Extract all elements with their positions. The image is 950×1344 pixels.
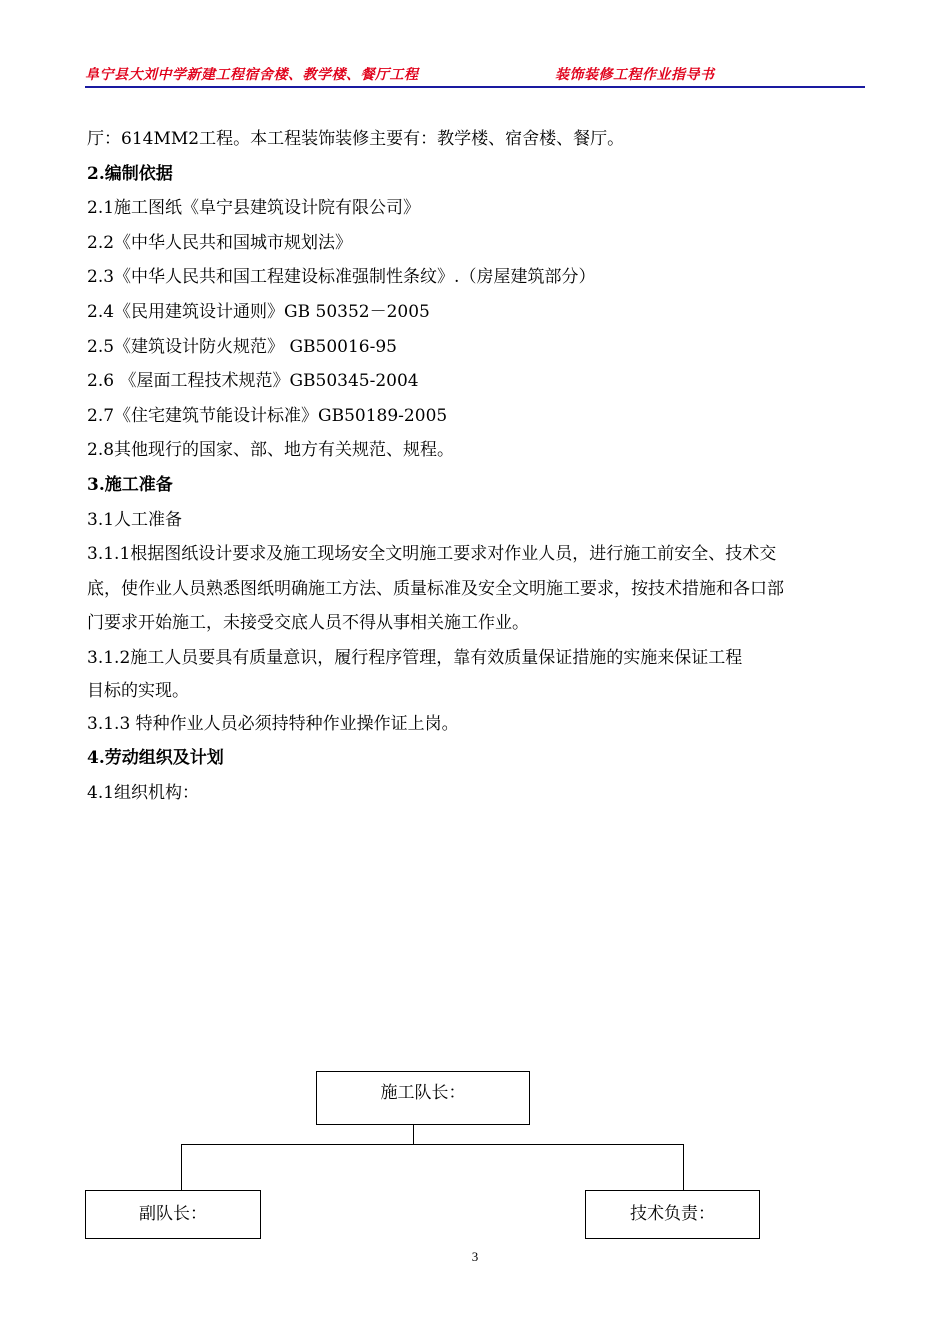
org-box-technical-lead <box>585 1190 760 1239</box>
list-item: 2.7《住宅建筑节能设计标准》GB50189-2005 <box>87 405 448 426</box>
org-label-team-leader: 施工队长： <box>380 1083 466 1103</box>
org-connector <box>181 1144 182 1190</box>
list-item: 2.3《中华人民共和国工程建设标准强制性条纹》.（房屋建筑部分） <box>87 267 596 288</box>
org-label-deputy-leader: 副队长： <box>139 1204 207 1224</box>
list-item: 2.1施工图纸《阜宁县建筑设计院有限公司》 <box>87 198 421 219</box>
section-heading-3: 3.施工准备 <box>87 474 173 495</box>
list-item: 2.4《民用建筑设计通则》GB 50352－2005 <box>87 301 430 322</box>
subsection-heading: 4.1组织机构： <box>87 782 200 803</box>
paragraph-line: 门要求开始施工，未接受交底人员不得从事相关施工作业。 <box>87 613 529 634</box>
org-connector <box>181 1144 684 1145</box>
org-label-technical-lead: 技术负责： <box>630 1204 715 1224</box>
org-connector <box>683 1144 684 1190</box>
subsection-heading: 3.1人工准备 <box>87 509 183 530</box>
list-item: 2.5《建筑设计防火规范》 GB50016-95 <box>87 336 397 357</box>
paragraph-line: 3.1.1根据图纸设计要求及施工现场安全文明施工要求对作业人员，进行施工前安全、技术交 <box>87 544 777 565</box>
org-connector <box>413 1125 414 1144</box>
org-box-team-leader <box>316 1071 530 1125</box>
list-item: 2.2《中华人民共和国城市规划法》 <box>87 232 353 253</box>
paragraph-line: 3.1.3 特种作业人员必须持特种作业操作证上岗。 <box>87 713 459 734</box>
page-header <box>85 62 865 88</box>
paragraph-line: 3.1.2施工人员要具有质量意识，履行程序管理，靠有效质量保证措施的实施来保证工程 <box>87 647 743 668</box>
list-item: 2.6 《屋面工程技术规范》GB50345-2004 <box>87 371 419 392</box>
org-box-deputy-leader <box>85 1190 261 1239</box>
section-heading-4: 4.劳动组织及计划 <box>87 748 224 769</box>
header-document-title: 装饰装修工程作业指导书 <box>555 67 715 83</box>
paragraph-line: 底，使作业人员熟悉图纸明确施工方法、质量标准及安全文明施工要求，按技术措施和各口部 <box>87 578 784 599</box>
page-number: 3 <box>471 1249 479 1264</box>
paragraph-line: 目标的实现。 <box>87 680 189 701</box>
paragraph-line: 厅：614MM2工程。本工程装饰装修主要有：教学楼、宿舍楼、餐厅。 <box>87 129 625 149</box>
header-project-title: 阜宁县大刘中学新建工程宿舍楼、教学楼、餐厅工程 <box>85 67 419 83</box>
section-heading-2: 2.编制依据 <box>87 163 173 184</box>
list-item: 2.8其他现行的国家、部、地方有关规范、规程。 <box>87 440 455 461</box>
document-body <box>87 122 877 810</box>
